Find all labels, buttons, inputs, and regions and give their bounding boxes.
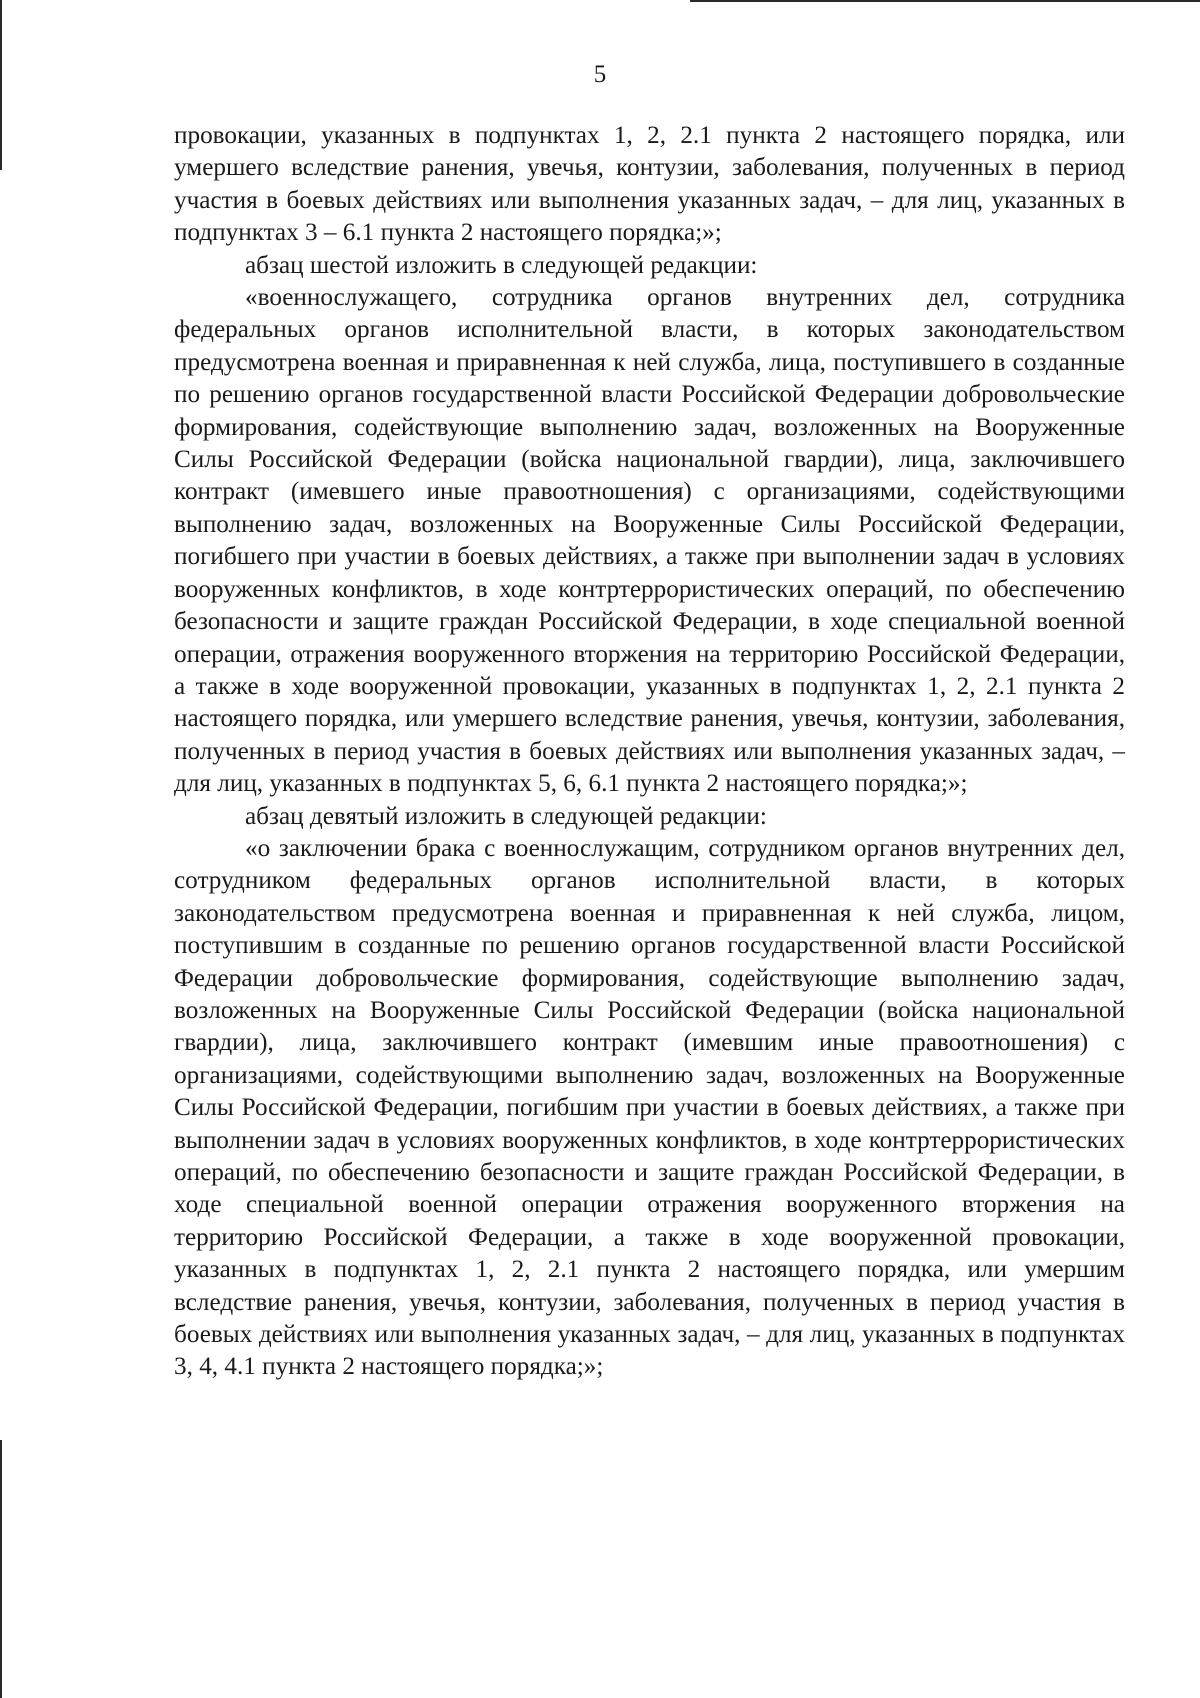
document-body <box>174 120 1125 1384</box>
scan-edge-left <box>0 1440 2 1698</box>
scan-edge-top <box>690 0 1200 2</box>
paragraph-continuation: провокации, указанных в подпунктах 1, 2, 2.1 пункта 2 настоящего порядка, или умершего вследствие ранения, увечья, контузии, заболевания, полученных в период участия в боевых действиях или выполнения указанных задач, – для лиц, указанных в подпунктах 3 – 6.1 пункта 2 настоящего порядка;»; <box>174 122 1125 247</box>
paragraph-amendment-ninth: «о заключении брака с военнослужащим, сотрудником органов внутренних дел, сотрудником федеральных органов исполнительной власти, в которых законодательством предусмотрена военная и приравненная к ней служба, лицом, поступившим в созданные по решению органов государственной власти Российской Федерации добровольческие формирования, содействующие выполнению задач, возложенных на Вооруженные Силы Российской Федерации (войска национальной гвардии), лица, заключившего контракт (имевшим иные правоотношения) с организациями, содействующими выполнению задач, возложенных на Вооруженные Силы Российской Федерации, погибшим при участии в боевых действиях, а также при выполнении задач в условиях вооруженных конфликтов, в ходе контртеррористических операций, по обеспечению безопасности и защите граждан Российской Федерации, в ходе специальной военной операции отражения вооруженного вторжения на территорию Российской Федерации, а также в ходе вооруженной провокации, указанных в подпунктах 1, 2, 2.1 пункта 2 настоящего порядка, или умершим вследствие ранения, увечья, контузии, заболевания, полученных в период участия в боевых действиях или выполнения указанных задач, – для лиц, указанных в подпунктах 3, 4, 4.1 пункта 2 настоящего порядка;»; <box>174 834 1125 1381</box>
page-number: 5 <box>593 61 607 88</box>
paragraph-instruction-ninth: абзац девятый изложить в следующей редакции: <box>245 802 767 830</box>
paragraph-amendment-sixth: «военнослужащего, сотрудника органов внутренних дел, сотрудника федеральных органов исполнительной власти, в которых законодательством предусмотрена военная и приравненная к ней служба, лица, поступившего в созданные по решению органов государственной власти Российской Федерации добровольческие формирования, содействующие выполнению задач, возложенных на Вооруженные Силы Российской Федерации (войска национальной гвардии), лица, заключившего контракт (имевшего иные правоотношения) с организациями, содействующими выполнению задач, возложенных на Вооруженные Силы Российской Федерации, погибшего при участии в боевых действиях, а также при выполнении задач в условиях вооруженных конфликтов, в ходе контртеррористических операций, по обеспечению безопасности и защите граждан Российской Федерации, в ходе специальной военной операции, отражения вооруженного вторжения на территорию Российской Федерации, а также в ходе вооруженной провокации, указанных в подпунктах 1, 2, 2.1 пункта 2 настоящего порядка, или умершего вследствие ранения, увечья, контузии, заболевания, полученных в период участия в боевых действиях или выполнения указанных задач, – для лиц, указанных в подпунктах 5, 6, 6.1 пункта 2 настоящего порядка;»; <box>174 284 1125 798</box>
paragraph-instruction-sixth: абзац шестой изложить в следующей редакции: <box>245 251 758 279</box>
